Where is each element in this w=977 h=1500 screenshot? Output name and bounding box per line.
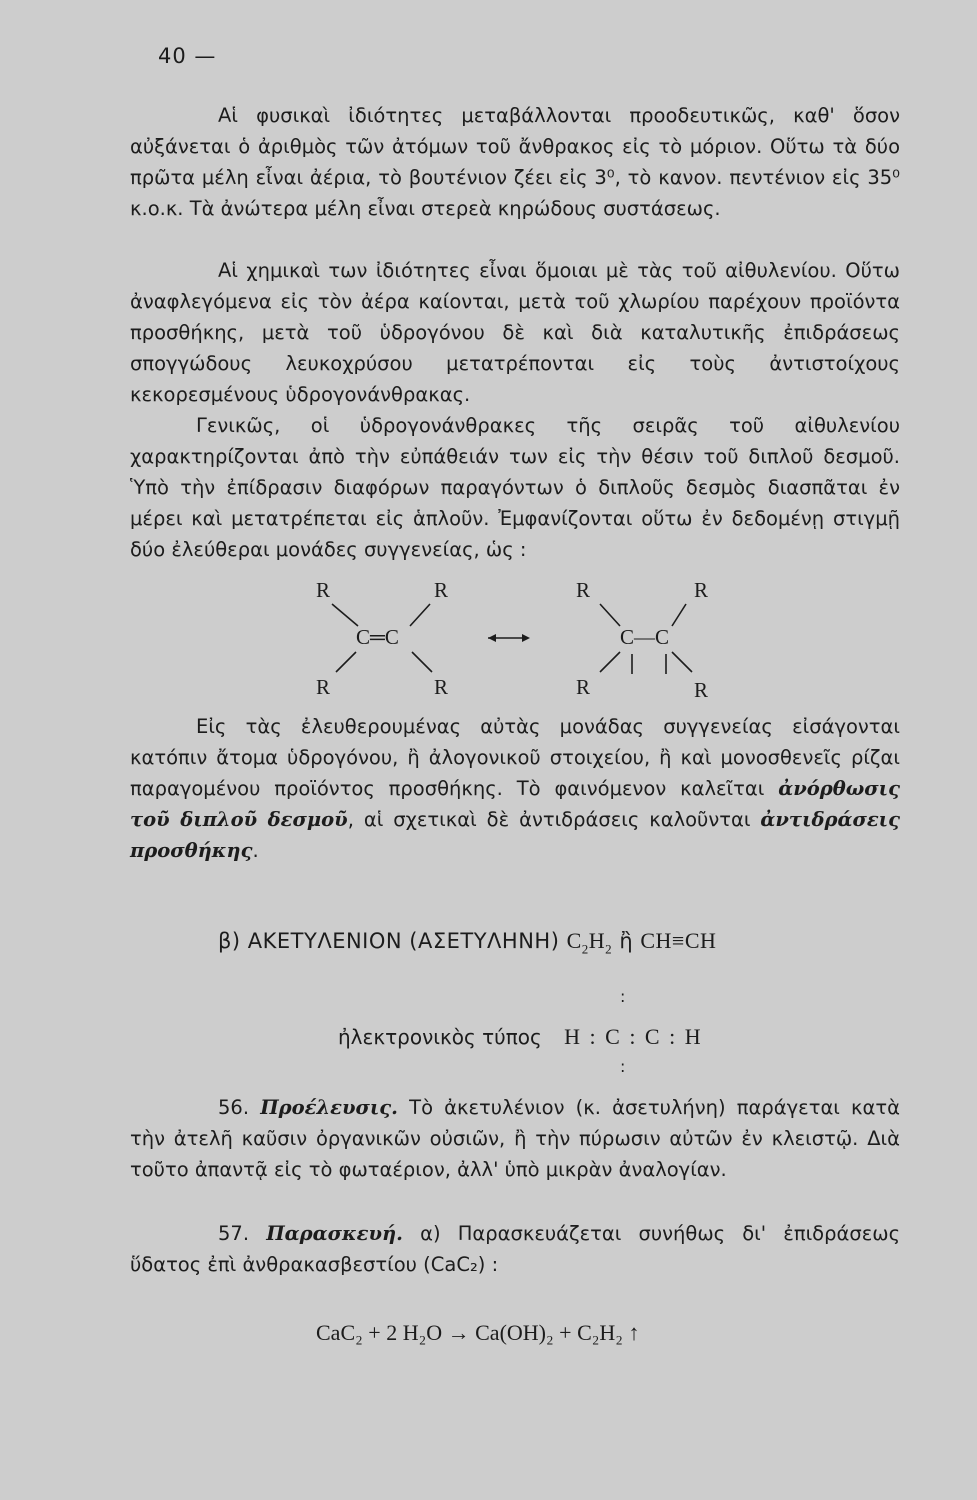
- paragraph-text: [130, 711, 900, 866]
- formula-c: C: [566, 928, 582, 953]
- single-bond-core: C—C: [620, 625, 670, 649]
- electronic-label: ἠλεκτρονικὸς τύπος: [338, 1025, 542, 1049]
- bond-line: [672, 652, 692, 672]
- chemical-equation: CaC₂ + 2 H₂O → Ca(OH)₂ + C₂H₂ ↑: [316, 1320, 640, 1345]
- substituent-r: R: [694, 578, 709, 602]
- formula-sub: 2: [581, 941, 589, 957]
- bond-line: [600, 604, 620, 626]
- molecular-formula: [566, 928, 613, 957]
- paragraph-text: [130, 1218, 900, 1280]
- substituent-r: R: [316, 578, 331, 602]
- paragraph-text: Αἱ χημικαὶ των ἰδιότητες εἶναι ὅμοιαι μὲ τὰς τοῦ αἰθυλενίου. Οὕτω ἀναφλεγόμενα εἰς τὸν ἀέρα καίονται, μετὰ τοῦ χλωρίου παρέχουν προϊόντα προσθήκης, μετὰ τοῦ ὑδρογόνου δὲ καὶ διὰ καταλυτικῆς ἐπιδράσεως σπογγώδους λευκοχρύσου μετατρέπονται εἰς τοὺς ἀντιστοίχους κεκορεσμένους ὑδρογονάνθρακας.: [130, 259, 900, 406]
- term-addition-reactions: ἀντιδράσεις προσθήκης: [130, 808, 900, 862]
- heading-label: β) ΑΚΕΤΥΛΕΝΙΟΝ (ΑΣΕΤΥΛΗΝΗ): [218, 929, 560, 953]
- paragraph-body: Εἰς τὰς ἐλευθερουμένας αὐτὰς μονάδας συγγενείας εἰσάγονται κατόπιν ἄτομα ὑδρογόνου, ἢ ἀλογονικοῦ στοιχείου, ἢ καὶ μονοσθενεῖς ρίζαι παραγομένου προϊόντος προσθήκης. Τὸ φαινόμενον καλεῖται: [130, 715, 900, 800]
- paragraph-text: Γενικῶς, οἱ ὑδρογονάνθρακες τῆς σειρᾶς τοῦ αἰθυλενίου χαρακτηρίζονται ἀπὸ τὴν εὐπάθειάν των εἰς τὴν θέσιν τοῦ διπλοῦ δεσμοῦ. Ὑπὸ τὴν ἐπίδρασιν διαφόρων παραγόντων ὁ διπλοῦς δεσμὸς διασπᾶται ἐν μέρει καὶ μετατρέπεται εἰς ἁπλοῦν. Ἐμφανίζονται οὕτω ἐν δεδομένῃ στιγμῇ δύο ἐλεύθεραι μονάδες συγγενείας, ὡς :: [130, 414, 900, 561]
- page-number: 40 —: [158, 44, 217, 68]
- section-heading-acetylene: [218, 928, 716, 957]
- section-56-origin: [130, 1092, 900, 1185]
- paragraph-body: Τὸ ἀκετυλένιον (κ. ἀσετυλήνη) παράγεται κατὰ τὴν ἀτελῆ καῦσιν ὀργανικῶν οὐσιῶν, ἢ τὴν πύρωσιν αὐτῶν ἐν κλειστῷ. Διὰ τοῦτο ἀπαντᾷ εἰς τὸ φωταέριον, ἀλλ' ὑπὸ μικρὰν ἀναλογίαν.: [130, 1096, 900, 1181]
- section-number: 57.: [218, 1222, 250, 1245]
- substituent-r: R: [576, 578, 591, 602]
- arrow-icon: [522, 634, 530, 642]
- section-title: Παρασκευή.: [266, 1222, 403, 1245]
- substituent-r: R: [316, 675, 331, 699]
- bond-line: [672, 604, 686, 626]
- substituent-r: R: [434, 675, 449, 699]
- paragraph-chemical-properties: [130, 255, 900, 410]
- bond-line: [410, 604, 430, 626]
- double-bond-core: C═C: [356, 625, 399, 649]
- formula-sub: 2: [605, 941, 613, 957]
- bond-line: [600, 652, 620, 672]
- paragraph-middle: , αἱ σχετικαὶ δὲ ἀντιδράσεις καλοῦνται: [347, 808, 751, 831]
- arrow-icon: [488, 634, 496, 642]
- double-bond-cleavage-diagram: [300, 570, 740, 705]
- paragraph-body: α) Παρασκευάζεται συνήθως δι' ἐπιδράσεως ὕδατος ἐπὶ ἀνθρακασβεστίου (CaC₂) :: [130, 1222, 901, 1276]
- paragraph-end: .: [252, 839, 259, 862]
- paragraph-double-bond: [130, 410, 900, 565]
- substituent-r: R: [434, 578, 449, 602]
- formula-h: H: [588, 928, 606, 953]
- substituent-r: R: [576, 675, 591, 699]
- electron-dots-bottom: :: [620, 1057, 626, 1076]
- section-number: 56.: [218, 1096, 250, 1119]
- bond-line: [412, 652, 432, 672]
- paragraph-addition-reactions: [130, 711, 900, 866]
- bond-line: [332, 604, 358, 626]
- electronic-formula-value: H : C : C : H: [564, 1024, 703, 1049]
- substituent-r: R: [694, 678, 709, 702]
- term-restoration: ἀνόρθωσις τοῦ διπλοῦ δεσμοῦ: [130, 777, 900, 831]
- bond-line: [336, 652, 356, 672]
- structural-formula: CH≡CH: [640, 928, 717, 953]
- heading-or: ἢ: [619, 929, 634, 953]
- electronic-formula: [338, 1024, 703, 1050]
- paragraph-text: Αἱ φυσικαὶ ἰδιότητες μεταβάλλονται προοδευτικῶς, καθ' ὅσον αὐξάνεται ὁ ἀριθμὸς τῶν ἀτόμων τοῦ ἄνθρακος εἰς τὸ μόριον. Οὕτω τὰ δύο πρῶτα μέλη εἶναι ἀέρια, τὸ βουτένιον ζέει εἰς 3⁰, τὸ κανον. πεντένιον εἰς 35⁰ κ.ο.κ. Τὰ ἀνώτερα μέλη εἶναι στερεὰ κηρώδους συστάσεως.: [130, 104, 900, 220]
- paragraph-physical-properties: [130, 100, 900, 224]
- electron-dots-top: :: [620, 987, 626, 1006]
- section-57-preparation: [130, 1218, 900, 1280]
- paragraph-text: [130, 1092, 900, 1185]
- section-title: Προέλευσις.: [260, 1096, 398, 1119]
